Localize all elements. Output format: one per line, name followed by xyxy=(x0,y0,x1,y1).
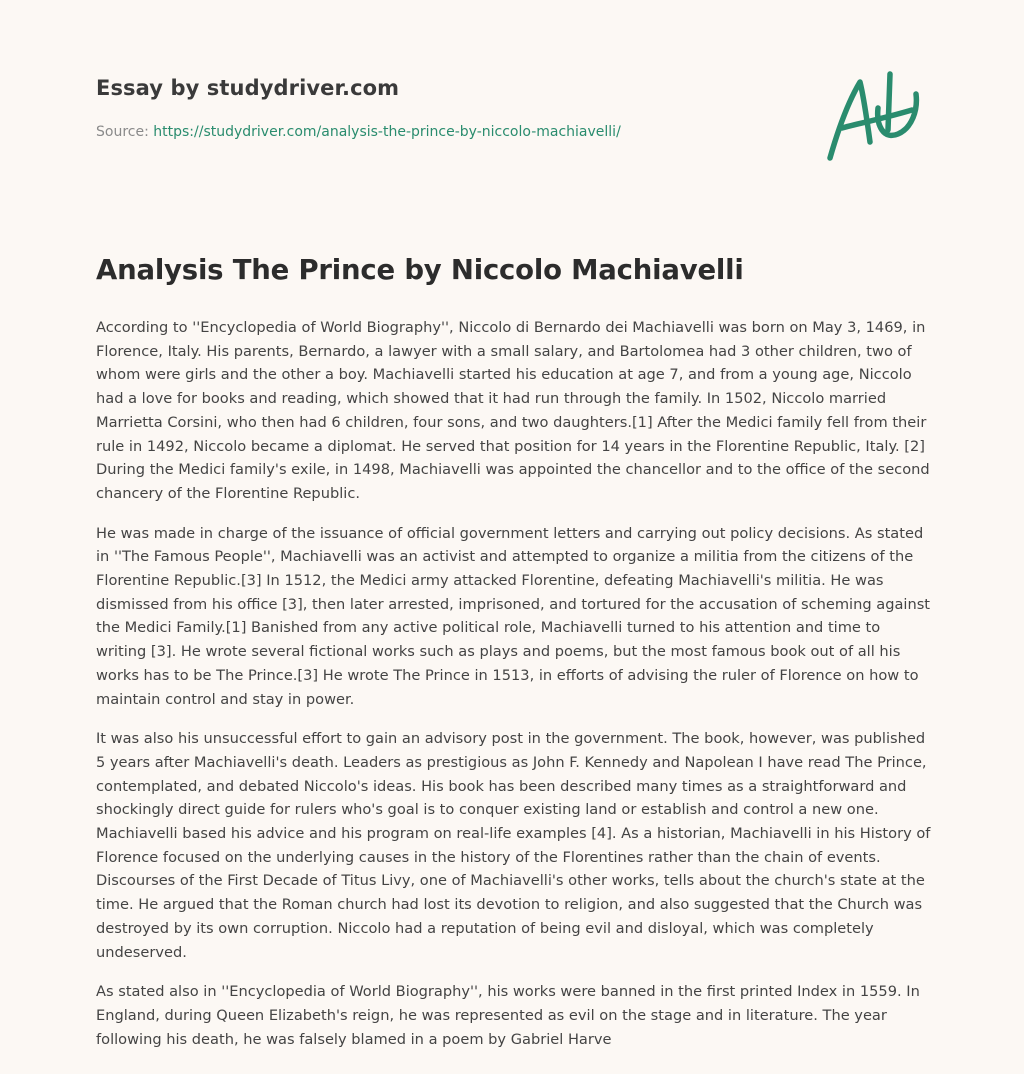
site-brand: Essay by studydriver.com xyxy=(96,76,400,100)
source-line xyxy=(96,124,621,140)
paragraph-4: As stated also in ''Encyclopedia of World Biography'', his works were banned in the first printed Index in 1559. In England, during Queen Elizabeth's reign, he was represented as evil on the stage and in literature. The year following his death, he was falsely blamed in a poem by Gabriel Harve xyxy=(96,983,920,1048)
a-plus-logo-icon xyxy=(820,68,928,164)
paragraph-2: He was made in charge of the issuance of official government letters and carrying out policy decisions. As stated in ''The Famous People'', Machiavelli was an activist and attempted to organize a militia from the citizens of the Florentine Republic.[3] In 1512, the Medici army attacked Florentine, defeating Machiavelli's militia. He was dismissed from his office [3], then later arrested, imprisoned, and tortured for the accusation of scheming against the Medici Family.[1] Banished from any active political role, Machiavelli turned to his attention and time to writing [3]. He wrote several fictional works such as plays and poems, but the most famous book out of all his works has to be The Prince.[3] He wrote The Prince in 1513, in efforts of advising the ruler of Florence on how to maintain control and stay in power. xyxy=(96,524,931,708)
source-link[interactable]: https://studydriver.com/analysis-the-prince-by-niccolo-machiavelli/ xyxy=(153,124,621,140)
article-title: Analysis The Prince by Niccolo Machiavelli xyxy=(96,254,744,286)
source-label: Source: xyxy=(96,124,154,140)
paragraph-3: It was also his unsuccessful effort to gain an advisory post in the government. The book, however, was published 5 years after Machiavelli's death. Leaders as prestigious as John F. Kennedy and Napolean I have read The Prince, contemplated, and debated Niccolo's ideas. His book has been described many times as a straightforward and shockingly direct guide for rulers who's goal is to conquer existing land or establish and control a new one. Machiavelli based his advice and his program on real-life examples [4]. As a historian, Machiavelli in his History of Florence focused on the underlying causes in the history of the Florentines rather than the chain of events. Discourses of the First Decade of Titus Livy, one of Machiavelli's other works, tells about the church's state at the time. He argued that the Roman church had lost its devotion to religion, and also suggested that the Church was destroyed by its own corruption. Niccolo had a reputation of being evil and disloyal, which was completely undeserved. xyxy=(96,730,931,961)
article-body xyxy=(96,316,932,1067)
paragraph-1: According to ''Encyclopedia of World Biography'', Niccolo di Bernardo dei Machiavelli was born on May 3, 1469, in Florence, Italy. His parents, Bernardo, a lawyer with a small salary, and Bartolomea had 3 other children, two of whom were girls and the other a boy. Machiavelli started his education at age 7, and from a young age, Niccolo had a love for books and reading, which showed that it had run through the family. In 1502, Niccolo married Marrietta Corsini, who then had 6 children, four sons, and two daughters.[1] After the Medici family fell from their rule in 1492, Niccolo became a diplomat. He served that position for 14 years in the Florentine Republic, Italy. [2] During the Medici family's exile, in 1498, Machiavelli was appointed the chancellor and to the office of the second chancery of the Florentine Republic. xyxy=(96,319,930,502)
